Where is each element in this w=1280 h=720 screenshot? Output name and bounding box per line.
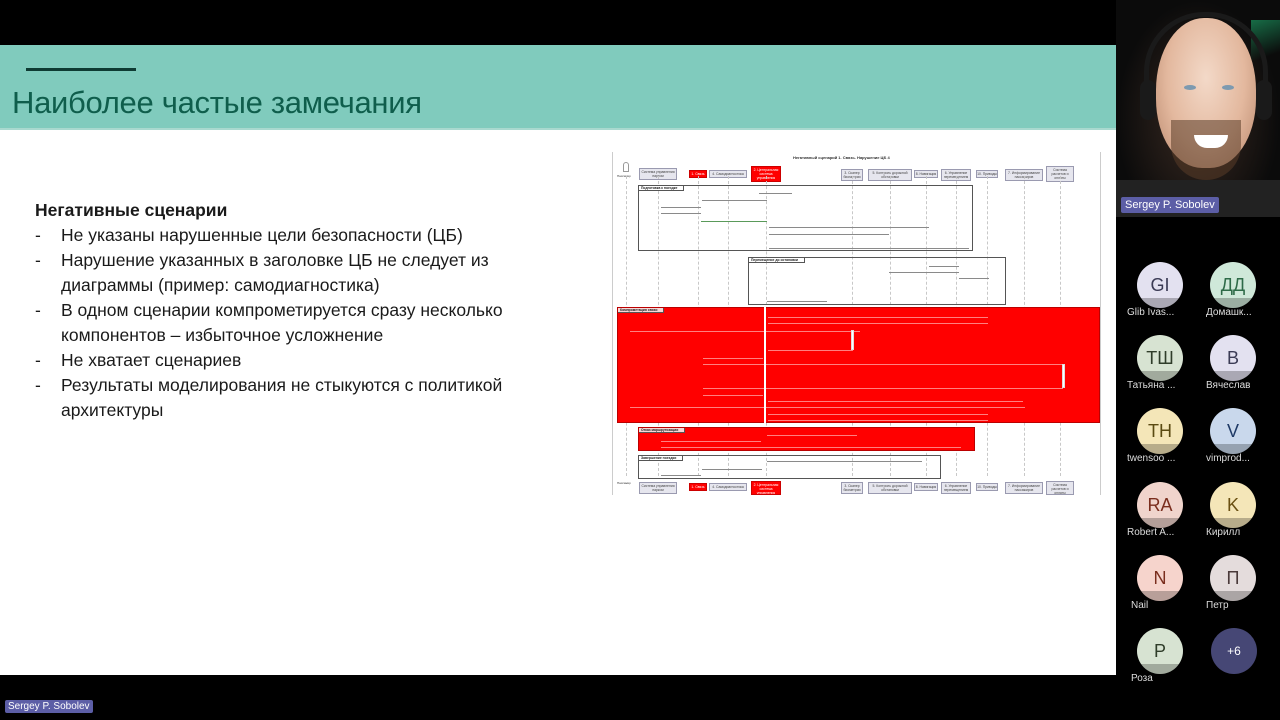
bullet-text: Не указаны нарушенные цели безопасности (ЦБ) bbox=[61, 225, 463, 245]
participant-box: 7. Информирование пассажиров bbox=[1005, 482, 1043, 494]
participant-name: Glib Ivas... bbox=[1127, 307, 1175, 318]
participant-box: Система расчетов и оплаты bbox=[1046, 166, 1074, 182]
presenter-name-tag: Sergey P. Sobolev bbox=[5, 700, 93, 713]
participant-box: 4. Самодиагностика bbox=[709, 170, 747, 178]
avatar: N bbox=[1137, 555, 1183, 601]
avatar: K bbox=[1210, 482, 1256, 528]
participant-box: 10. Приводы bbox=[977, 172, 997, 176]
actor-icon bbox=[623, 162, 629, 172]
participant-name: vimprod... bbox=[1206, 453, 1250, 464]
participant-box: 6. Управление перемещением bbox=[941, 169, 971, 181]
participant-name: twensoo ... bbox=[1127, 453, 1176, 464]
bullet-dash: - bbox=[35, 225, 41, 245]
participant-box: Система расчетов и оплаты bbox=[1046, 481, 1074, 495]
participant-name: Вячеслав bbox=[1206, 380, 1251, 391]
participant-box: 8. Навигация bbox=[915, 172, 937, 176]
avatar: Р bbox=[1137, 628, 1183, 674]
participant-box: Система управления парком bbox=[639, 482, 677, 494]
slide-content bbox=[35, 198, 575, 423]
sequence-diagram bbox=[612, 152, 1101, 495]
bullet-dash: - bbox=[35, 375, 41, 395]
avatar: П bbox=[1210, 555, 1256, 601]
diagram-frame bbox=[638, 455, 941, 479]
frame-label: Подготовка к поездке bbox=[639, 186, 684, 191]
diagram-frame-highlighted bbox=[638, 427, 975, 451]
participant-tile[interactable] bbox=[1127, 408, 1201, 470]
participant-box: 10. Приводы bbox=[977, 485, 997, 489]
participant-tile[interactable] bbox=[1127, 262, 1201, 324]
bullet-text: Не хватает сценариев bbox=[61, 350, 242, 370]
avatar: ТШ bbox=[1137, 335, 1183, 381]
participant-box: 6. Управление перемещением bbox=[941, 482, 971, 494]
participant-name: Nail bbox=[1131, 600, 1149, 611]
participant-box: 1. Связь bbox=[689, 170, 707, 178]
participant-name: Домашк... bbox=[1206, 307, 1252, 318]
bullet-item bbox=[35, 248, 575, 298]
participant-tile[interactable] bbox=[1200, 335, 1274, 397]
participant-tile[interactable] bbox=[1127, 555, 1201, 617]
bullet-item bbox=[35, 298, 575, 348]
eye bbox=[1222, 85, 1234, 90]
frame-label: Перемещение до остановки bbox=[749, 258, 805, 263]
headphone-cup bbox=[1140, 80, 1156, 120]
bullet-text: В одном сценарии компрометируется сразу несколько компонентов – избыточное усложнение bbox=[61, 300, 503, 345]
beard bbox=[1171, 120, 1241, 180]
header-rule bbox=[26, 68, 136, 71]
frame-label: Завершение поездки bbox=[639, 456, 683, 461]
participant-box: 3. Сканер биометрии bbox=[841, 169, 863, 181]
diagram-frame bbox=[748, 257, 1006, 305]
participant-name: Кирилл bbox=[1206, 527, 1241, 538]
participant-tile[interactable] bbox=[1200, 262, 1274, 324]
section-heading: Негативные сценарии bbox=[35, 200, 228, 220]
eye bbox=[1184, 85, 1196, 90]
participant-box: 2. Центральная система управления bbox=[751, 166, 781, 182]
avatar: RA bbox=[1137, 482, 1183, 528]
bullet-dash: - bbox=[35, 300, 41, 320]
avatar: GI bbox=[1137, 262, 1183, 308]
participant-name: Robert A... bbox=[1127, 527, 1175, 538]
avatar: ДД bbox=[1210, 262, 1256, 308]
bullet-item bbox=[35, 223, 575, 248]
participant-tile[interactable] bbox=[1127, 628, 1201, 690]
bullet-text: Результаты моделирования не стыкуются с политикой архитектуры bbox=[61, 375, 503, 420]
participant-box: 4. Самодиагностика bbox=[709, 483, 747, 491]
frame-label: Отказ маршрутизации bbox=[639, 428, 685, 433]
participants-panel bbox=[1116, 217, 1280, 720]
shared-slide bbox=[0, 45, 1116, 675]
participant-box: 2. Центральная система управления bbox=[751, 481, 781, 495]
actor-label: Пассажир bbox=[617, 481, 631, 485]
participant-name: Роза bbox=[1131, 673, 1153, 684]
slide-header bbox=[0, 45, 1116, 130]
headphone-cup bbox=[1256, 80, 1272, 120]
diagram-frame-highlighted bbox=[617, 307, 1100, 423]
slide-title: Наиболее частые замечания bbox=[12, 85, 422, 120]
headphones-icon bbox=[1144, 12, 1268, 102]
participant-box: 7. Информирование пассажиров bbox=[1005, 169, 1043, 181]
presenter-video[interactable] bbox=[1116, 0, 1280, 217]
diagram-frame bbox=[638, 185, 973, 251]
participant-box: 5. Контроль дорожной обстановки bbox=[868, 482, 912, 494]
participant-tile[interactable] bbox=[1200, 555, 1274, 617]
bullet-item bbox=[35, 348, 575, 373]
participant-tile[interactable] bbox=[1127, 482, 1201, 544]
frame-label: Компрометация связи bbox=[618, 308, 664, 313]
bullet-dash: - bbox=[35, 250, 41, 270]
actor-label: Пассажир bbox=[617, 174, 631, 178]
participant-tile[interactable] bbox=[1200, 408, 1274, 470]
participant-tile[interactable] bbox=[1200, 482, 1274, 544]
participant-box: 5. Контроль дорожной обстановки bbox=[868, 169, 912, 181]
activation-bar bbox=[764, 307, 766, 447]
participant-name: Татьяна ... bbox=[1127, 380, 1176, 391]
diagram-title: Негативный сценарий 1. Связь. Нарушение ЦБ 4 bbox=[793, 155, 890, 160]
bullet-dash: - bbox=[35, 350, 41, 370]
participant-box: 1. Связь bbox=[689, 483, 707, 491]
more-participants-button[interactable]: +6 bbox=[1211, 628, 1257, 674]
avatar: V bbox=[1210, 408, 1256, 454]
participant-box: Система управления парком bbox=[639, 168, 677, 180]
participant-box: 3. Сканер биометрии bbox=[841, 482, 863, 494]
participant-name: Петр bbox=[1206, 600, 1229, 611]
video-name-tag: Sergey P. Sobolev bbox=[1121, 197, 1219, 213]
participant-box: 8. Навигация bbox=[915, 485, 937, 489]
participant-tile[interactable] bbox=[1127, 335, 1201, 397]
avatar: TH bbox=[1137, 408, 1183, 454]
bullet-text: Нарушение указанных в заголовке ЦБ не следует из диаграммы (пример: самодиагностика) bbox=[61, 250, 489, 295]
bullet-item bbox=[35, 373, 575, 423]
avatar: В bbox=[1210, 335, 1256, 381]
